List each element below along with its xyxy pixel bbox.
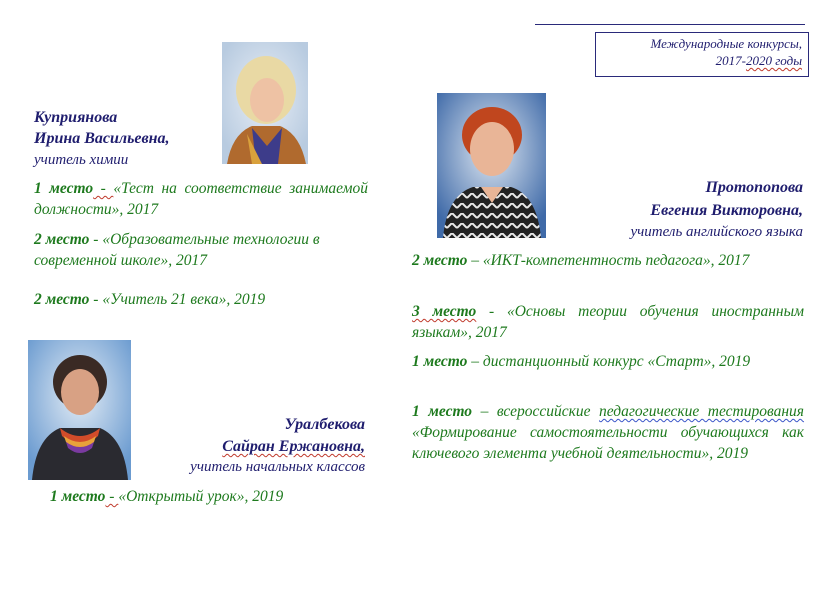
award-item: 1 место - «Открытый урок», 2019 bbox=[50, 488, 284, 505]
award-item: 1 место - «Тест на соответствие занимаемой должности», 2017 bbox=[34, 180, 368, 218]
award-item: 2 место - «Учитель 21 века», 2019 bbox=[34, 291, 266, 308]
header-years: 2017-2020 годы bbox=[715, 53, 802, 68]
award-item: 1 место – дистанционный конкурс «Старт», 2019 bbox=[412, 353, 751, 370]
header-badge bbox=[595, 32, 809, 77]
award-item: 3 место - «Основы теории обучения иностранным языкам», 2017 bbox=[412, 303, 804, 341]
teacher-given-name: Сайран Ержановна, bbox=[222, 438, 365, 455]
teacher-surname: Куприянова bbox=[34, 109, 118, 126]
award-item: 1 место – всероссийские педагогические тестирования «Формирование самостоятельности обучающихся как ключевого элемента учебной деятельности», 2019 bbox=[412, 403, 805, 462]
teacher-given-name: Евгения Викторовна, bbox=[650, 202, 803, 219]
teacher-surname: Уралбекова bbox=[284, 416, 365, 433]
teacher-surname: Протопопова bbox=[705, 179, 803, 196]
teacher-photo-protopopova bbox=[437, 93, 546, 238]
teacher-photo-uralbekova bbox=[28, 340, 131, 480]
teacher-photo-kupriyanova bbox=[222, 42, 308, 164]
teacher-role: учитель английского языка bbox=[630, 224, 803, 240]
teacher-given-name: Ирина Васильевна, bbox=[34, 130, 170, 147]
teacher-role: учитель химии bbox=[34, 152, 129, 168]
top-rule bbox=[535, 24, 805, 25]
teacher-role: учитель начальных классов bbox=[190, 459, 365, 475]
award-item: 2 место - «Образовательные технологии в современной школе», 2017 bbox=[34, 231, 320, 269]
header-title: Международные конкурсы, bbox=[650, 36, 802, 51]
award-item: 2 место – «ИКТ-компетентность педагога», 2017 bbox=[412, 252, 750, 269]
